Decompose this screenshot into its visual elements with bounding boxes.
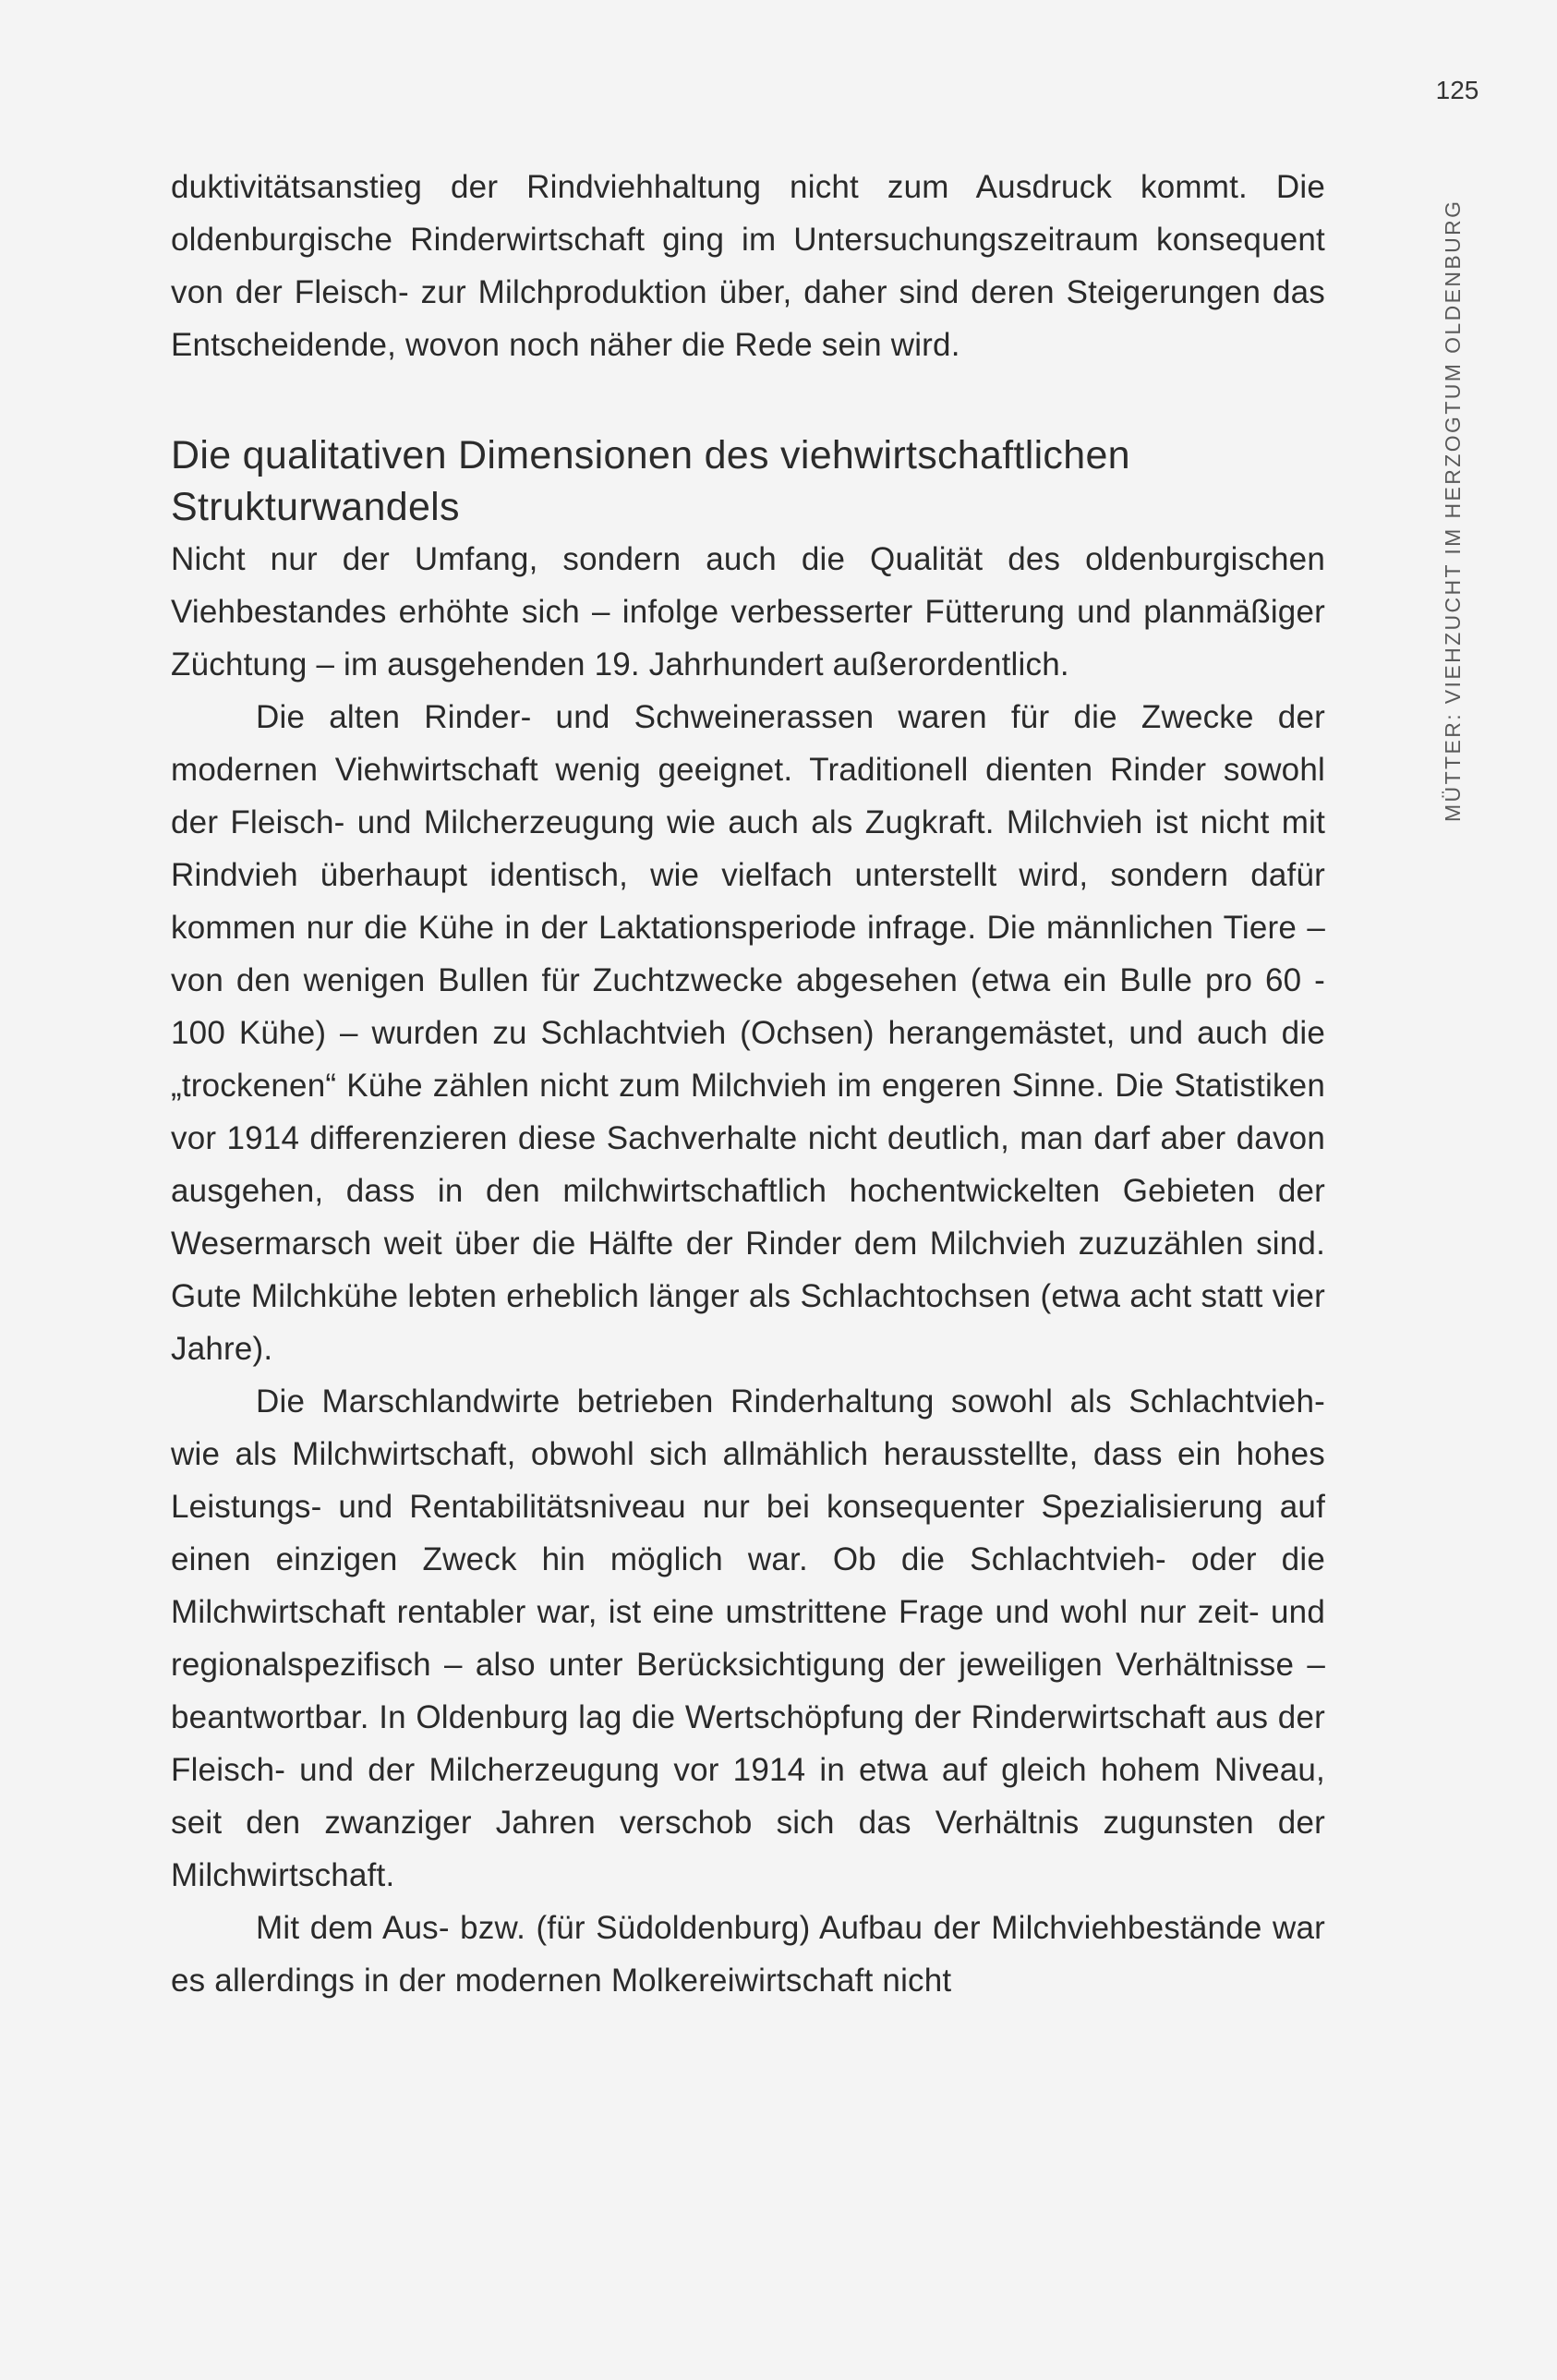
paragraph: Die Marschlandwirte betrieben Rinderhaltung sowohl als Schlachtvieh- wie als Milchwirtschaft, obwohl sich allmählich herausstellte, dass ein hohes Leistungs- und Rentabilitätsniveau nur bei konsequenter Spezialisierung auf einen einzigen Zweck hin möglich war. Ob die Schlachtvieh- oder die Milchwirtschaft rentabler war, ist eine umstrittene Frage und wohl nur zeit- und regionalspezifisch – also unter Berücksichtigung der jeweiligen Verhältnisse – beantwortbar. In Oldenburg lag die Wertschöpfung der Rinderwirtschaft aus der Fleisch- und der Milcherzeugung vor 1914 in etwa auf gleich hohem Niveau, seit den zwanziger Jahren verschob sich das Verhältnis zugunsten der Milchwirtschaft. (171, 1383, 1325, 1893)
paragraph-continuation: duktivitätsanstieg der Rindviehhaltung nicht zum Ausdruck kommt. Die oldenburgische Rinderwirtschaft ging im Untersuchungszeitraum konsequent von der Fleisch- zur Milchproduktion über, daher sind deren Steigerungen das Entscheidende, wovon noch näher die Rede sein wird. (171, 169, 1325, 363)
body-text (171, 161, 1325, 2007)
paragraph: Nicht nur der Umfang, sondern auch die Qualität des oldenburgischen Viehbestandes erhöhte sich – infolge verbesserter Fütterung und planmäßiger Züchtung – im ausgehenden 19. Jahrhundert außerordentlich. (171, 541, 1325, 683)
section-heading: Die qualitativen Dimensionen des viehwirtschaftlichen Strukturwandels (171, 433, 1130, 529)
paragraph: Mit dem Aus- bzw. (für Südoldenburg) Aufbau der Milchviehbestände war es allerdings in der modernen Molkereiwirtschaft nicht (171, 1910, 1325, 1999)
page-number: 125 (1435, 76, 1479, 104)
running-head: MÜTTER: VIEHZUCHT IM HERZOGTUM OLDENBURG (1441, 199, 1465, 822)
paragraph: Die alten Rinder- und Schweinerassen waren für die Zwecke der modernen Viehwirtschaft wenig geeignet. Traditionell dienten Rinder sowohl der Fleisch- und Milcherzeugung wie auch als Zugkraft. Milchvieh ist nicht mit Rindvieh überhaupt identisch, wie vielfach unterstellt wird, sondern dafür kommen nur die Kühe in der Laktationsperiode infrage. Die männlichen Tiere – von den wenigen Bullen für Zuchtzwecke abgesehen (etwa ein Bulle pro 60 - 100 Kühe) – wurden zu Schlachtvieh (Ochsen) herangemästet, und auch die „trockenen“ Kühe zählen nicht zum Milchvieh im engeren Sinne. Die Statistiken vor 1914 differenzieren diese Sachverhalte nicht deutlich, man darf aber davon ausgehen, dass in den milchwirtschaftlich hochentwickelten Gebieten der Wesermarsch weit über die Hälfte der Rinder dem Milchvieh zuzuzählen sind. Gute Milchkühe lebten erheblich länger als Schlachtochsen (etwa acht statt vier Jahre). (171, 699, 1325, 1367)
